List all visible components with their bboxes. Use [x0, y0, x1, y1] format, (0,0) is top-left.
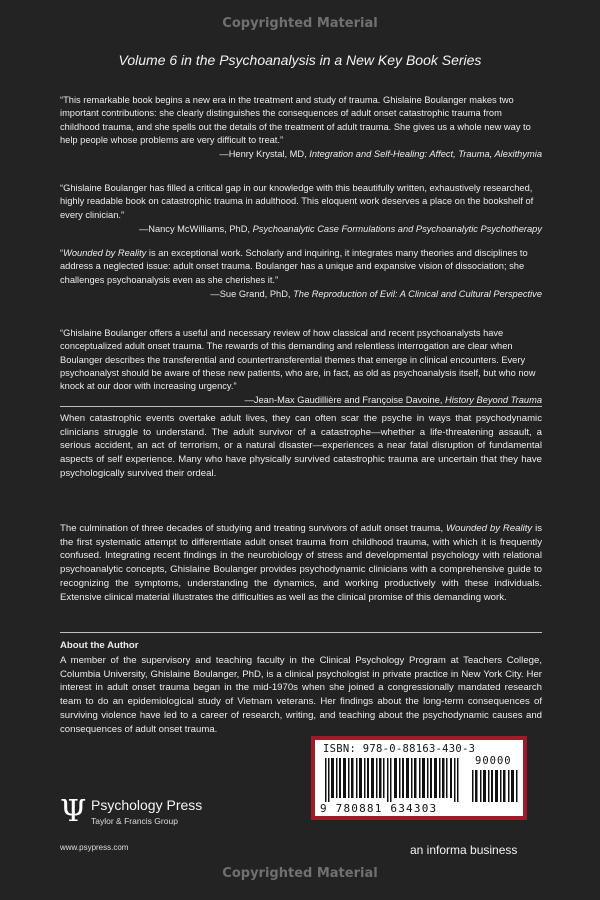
blurb-book-title: Wounded by Reality [63, 248, 147, 258]
barcode-bars-icon [325, 758, 465, 802]
watermark-bottom: Copyrighted Material [222, 866, 378, 881]
section-divider [60, 632, 542, 633]
blurb-author: —Nancy McWilliams, PhD, [138, 223, 253, 234]
blurb-quote: “This remarkable book begins a new era in the treatment and study of trauma. Ghislaine Boulanger makes two important contributions: she clearly distinguishes the consequences of adult onset catastrophic trauma from childhood trauma, and she spells out the details of the treatment of adult trauma. She gives us a whole new way to help people whose problems are very difficult to treat.” [60, 95, 531, 145]
blurb-quote: “Ghislaine Boulanger offers a useful and necessary review of how classical and recent psychoanalysts have conceptualized adult onset trauma. The rewards of this demanding and relentless interrogation are clear when Boulanger describes the transferential and countertransferential themes that emerge in clinical encounters. Every psychoanalyst should be aware of these new patients, who are, in fact, as old as psychoanalysis itself, but who now knock at our door with increasing urgency.” [60, 328, 536, 392]
blurb-work: The Reproduction of Evil: A Clinical and Cultural Perspective [293, 288, 542, 299]
blurb-author: —Sue Grand, PhD, [210, 288, 294, 299]
blurb-quote-open: “ [60, 248, 64, 258]
description-text [60, 522, 542, 604]
publisher-name: Psychology Press [91, 797, 203, 813]
blurb-author: —Jean-Max Gaudillière and Françoise Davoine, [244, 395, 446, 406]
publisher-group: Taylor & Francis Group [91, 816, 178, 826]
about-author-text: A member of the supervisory and teaching faculty in the Clinical Psychology Program at Teachers College, Columbia University, Ghislaine Boulanger, PhD, is a clinical psychologist in private practice in New York City. Her interest in adult onset trauma began in the mid-1970s when she joined a congressionally mandated research team to do an epidemiological study of Vietnam veterans. Her findings about the long-term consequences of surviving violence have led to a career of research, writing, and teaching about the psychodynamic causes and consequences of adult onset trauma. [60, 655, 542, 735]
description-rest: is the first systematic attempt to differentiate adult onset trauma from childhood trauma, with which it is frequently confused. Integrating recent findings in the neurobiology of stress and developmental psychology with relational psychoanalytic concepts, Ghislaine Boulanger provides psychodynamic clinicians with a comprehensive guide to recognizing the symptoms, understanding the dynamics, and working productively with these individuals. Extensive clinical material illustrates the difficulties as well as the clinical promise of this demanding work. [60, 523, 543, 603]
blurb-attribution [60, 148, 542, 161]
description-lead: The culmination of three decades of studying and treating survivors of adult onset trauma, [60, 523, 446, 534]
description-book-title: Wounded by Reality [446, 523, 533, 534]
blurb-work: Psychoanalytic Case Formulations and Psychoanalytic Psychotherapy [252, 223, 542, 234]
blurb-work: Integration and Self-Healing: Affect, Trauma, Alexithymia [309, 149, 542, 160]
blurb-work: History Beyond Trauma [445, 395, 542, 406]
description-paragraph-1 [60, 412, 542, 481]
watermark-top: Copyrighted Material [222, 16, 378, 31]
blurb-grand [60, 247, 542, 301]
blurb-krystal [60, 94, 542, 161]
isbn-label: ISBN: 978-0-88163-430-3 [323, 743, 476, 755]
section-divider [60, 406, 542, 407]
blurb-gaudilliere-davoine [60, 327, 542, 408]
blurb-attribution [60, 288, 542, 301]
blurb-mcwilliams [60, 182, 542, 236]
blurb-quote-text: is an exceptional work. Scholarly and inquiring, it integrates many theories and disciplines to address a neglected issue: adult onset trauma. Boulanger has a unique and expansive vision of dissociation; she challenges psychoanalysis even as she cherishes it.” [60, 248, 528, 285]
publisher-url: www.psypress.com [60, 843, 129, 852]
description-paragraph-2 [60, 522, 542, 604]
description-text: When catastrophic events overtake adult lives, they can often scar the psyche in ways that psychodynamic clinicians struggle to understand. The adult survivor of a catastrophe—whether a life-threatening assault, a serious accident, an act of terrorism, or a natural disaster—experiences a near fatal disruption of fundamental aspects of self experience. Many who have physically survived catastrophic trauma are uncertain that they have psychologically survived their ordeal. [60, 413, 542, 479]
blurb-author: —Henry Krystal, MD, [219, 149, 310, 160]
about-author-heading: About the Author [60, 640, 139, 651]
informa-tagline: an informa business [410, 843, 518, 857]
blurb-quote: “Ghislaine Boulanger has filled a critical gap in our knowledge with this beautifully written, exhaustively researched, highly readable book on catastrophic trauma in adulthood. This eloquent work deserves a place on the bookshelf of every clinician.” [60, 183, 534, 220]
barcode [311, 736, 527, 820]
barcode-addon-icon [472, 770, 518, 802]
blurb-quote [60, 247, 542, 287]
barcode-digits: 9 780881 634303 [320, 802, 438, 815]
psi-logo-icon: Ψ [60, 794, 87, 829]
series-line: Volume 6 in the Psychoanalysis in a New Key Book Series [118, 52, 482, 68]
price-code: 90000 [475, 755, 512, 767]
blurb-attribution [60, 223, 542, 236]
